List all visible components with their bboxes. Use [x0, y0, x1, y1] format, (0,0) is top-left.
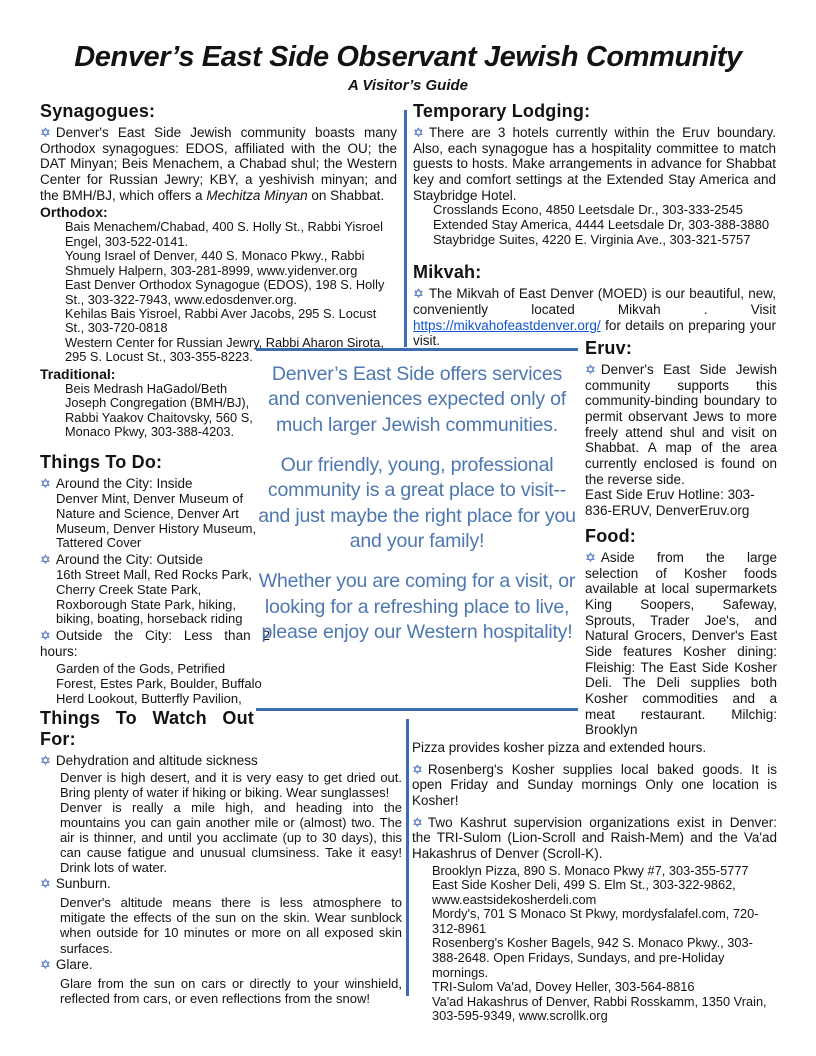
- bullet-label-text: Glare.: [55, 956, 93, 972]
- hotel-list: [413, 203, 776, 247]
- bullet-label-text: Sunburn.: [55, 876, 111, 892]
- page-title: Denver’s East Side Observant Jewish Community: [74, 41, 742, 73]
- section-lodging: [413, 101, 776, 349]
- list-item: Va'ad Hakashrus of Denver, Rabbi Rosskamm, 1350 Vrain, 303-595-9349, www.scrollk.org: [432, 993, 767, 1024]
- eruv-text-body: Denver's East Side Jewish community supports this community-binding boundary to permit observant Jews to more freely attend shul and visit on Shabbat. A map of the area currently enclosed is found on the reverse side.: [585, 362, 777, 487]
- list-item: Bais Menachem/Chabad, 400 S. Holly St., Rabbi Yisroel Engel, 303-522-0141.: [65, 219, 383, 249]
- mikvah-text-a: The Mikvah of East Denver (MOED) is our beautiful, new, conveniently located Mikvah . Visit: [413, 286, 776, 317]
- food-column-text: [585, 550, 777, 738]
- list-item: Western Center for Russian Jewry, Rabbi Aharon Sirota, 295 S. Locust St., 303-355-8223.: [65, 334, 384, 365]
- section-things-to-do: [40, 452, 270, 706]
- section-watch-out: [40, 708, 402, 1006]
- orthodox-list: [40, 220, 397, 365]
- food-continuation: Pizza provides kosher pizza and extended hours.: [412, 740, 707, 755]
- bullet-label-text: Around the City: Inside: [55, 476, 193, 491]
- list-item: Young Israel of Denver, 440 S. Monaco Pkwy., Rabbi Shmuely Halpern, 303-281-8999, www.yidenver.org: [65, 248, 365, 278]
- watch-out-heading: Things To Watch Out For:: [40, 708, 254, 749]
- list-item: East Denver Orthodox Synagogue (EDOS), 198 S. Holly St., 303-322-7943, www.edosdenver.org.: [65, 277, 385, 307]
- watch-bullet-detail: Denver is high desert, and it is very easy to get dried out. Bring plenty of water if hiking or biking. Wear sunglasses!: [60, 769, 402, 800]
- food-listing-list: [412, 864, 777, 1024]
- star-of-david-icon: ✡: [40, 876, 51, 892]
- list-item: Crosslands Econo, 4850 Leetsdale Dr., 303-333-2545: [433, 202, 744, 218]
- todo-bullet-detail: Denver Mint, Denver Museum of Nature and Science, Denver Art Museum, Denver History Museum, Tattered Cover: [56, 491, 257, 551]
- mikvah-link[interactable]: https://mikvahofeastdenver.org/: [413, 317, 601, 333]
- food-text-body: Aside from the large selection of Kosher foods available at local supermarkets King Soopers, Safeway, Sprouts, Trader Joe's, and Natural Grocers, Denver's East Side features Kosher dining: Fleishig: The East Side Kosher Deli. The Deli supplies both Kosher commodities and a meat restaurant. Milchig: Brooklyn: [585, 550, 777, 738]
- things-to-do-heading: Things To Do:: [40, 452, 163, 472]
- todo-bullet-label: [40, 476, 270, 492]
- star-of-david-icon: ✡: [40, 753, 51, 769]
- lodging-intro: [413, 125, 776, 203]
- bullet-label-text: Two Kashrut supervision organizations exist in Denver: the TRI-Sulom (Lion-Scroll and Raish-Mem) and the Va'ad Hakashrus of Denver (Scroll-K).: [412, 814, 777, 861]
- column-divider-bottom: [406, 719, 409, 996]
- watch-bullet-detail: Denver's altitude means there is less atmosphere to mitigate the effects of the sun on the skin. Wear sunblock when outside for 10 minutes or more on all exposed skin surfaces.: [60, 895, 402, 956]
- eruv-hotline: East Side Eruv Hotline: 303-836-ERUV, DenverEruv.org: [585, 487, 755, 518]
- list-item: Staybridge Suites, 4220 E. Virginia Ave., 303-321-5757: [433, 231, 751, 247]
- synagogues-intro-end: on Shabbat.: [307, 187, 385, 203]
- page-subtitle: A Visitor’s Guide: [347, 77, 469, 94]
- synagogues-intro: [40, 125, 397, 203]
- star-of-david-icon: ✡: [585, 362, 596, 377]
- orthodox-heading: Orthodox:: [40, 204, 108, 221]
- synagogues-intro-text: Denver's East Side Jewish community boasts many Orthodox synagogues: EDOS, affiliated with the OU; the DAT Minyan; Beis Menachem, a Chabad shul; the Western Center for Russian Jewry; KBY, a yeshivish minyan; and the BMH/BJ, which offers a: [40, 125, 397, 203]
- watch-bullet-label: [40, 876, 402, 892]
- list-item: TRI-Sulom Va'ad, Dovey Heller, 303-564-8816: [432, 979, 695, 995]
- star-of-david-icon: ✡: [413, 125, 424, 140]
- synagogues-heading: Synagogues:: [40, 101, 156, 121]
- synagogues-intro-italic: Mechitza Minyan: [206, 187, 308, 203]
- list-item: Mordy's, 701 S Monaco St Pkwy, mordysfalafel.com, 720-312-8961: [432, 906, 759, 936]
- watch-bullet-detail: Glare from the sun on cars or directly to your winshield, reflected from cars, or even reflections from the snow!: [60, 975, 402, 1006]
- todo-bullet-detail: 16th Street Mall, Red Rocks Park, Cherry Creek State Park, Roxborough State Park, hiking, biking, boating, horseback riding: [56, 567, 252, 627]
- bullet-label-text: Dehydration and altitude sickness: [55, 753, 258, 769]
- pull-quote-paragraph: Our friendly, young, professional community is a great place to visit--and just maybe the right place for you and your family!: [258, 454, 576, 553]
- mikvah-text-b: for details on preparing your visit.: [413, 317, 776, 349]
- list-item: Extended Stay America, 4444 Leetsdale Dr, 303-388-3880: [433, 216, 770, 232]
- lodging-intro-text: There are 3 hotels currently within the Eruv boundary. Also, each synagogue has a hospitality committee to match guests to hosts. Make arrangements in advance for Shabbat key and comfort settings at the Extended Stay America and Staybridge Hotel.: [413, 125, 776, 203]
- star-of-david-icon: ✡: [40, 476, 51, 491]
- pull-quote-paragraph: Whether you are coming for a visit, or looking for a refreshing place to live, please enjoy our Western hospitality!: [258, 570, 576, 644]
- watch-bullet-label: [40, 753, 402, 769]
- eruv-text: [585, 362, 777, 487]
- mikvah-heading: Mikvah:: [413, 262, 482, 283]
- section-eruv: [585, 338, 777, 519]
- section-food: [585, 526, 777, 738]
- star-of-david-icon: ✡: [40, 956, 51, 972]
- list-item: Brooklyn Pizza, 890 S. Monaco Pkwy #7, 303-355-5777: [432, 862, 749, 878]
- list-item: Rosenberg's Kosher Bagels, 942 S. Monaco Pkwy., 303-388-2648. Open Fridays, Sundays, and pre-Holiday mornings.: [432, 935, 753, 980]
- eruv-heading: Eruv:: [585, 338, 633, 358]
- bullet-label-text: Rosenberg's Kosher supplies local baked goods. It is open Friday and Sunday mornings Only one location is Kosher!: [412, 761, 777, 808]
- lodging-heading: Temporary Lodging:: [413, 101, 591, 121]
- food-bullet: [412, 762, 777, 809]
- star-of-david-icon: ✡: [413, 286, 424, 302]
- section-food-continued: [412, 740, 777, 1024]
- column-divider-top: [404, 110, 407, 347]
- bullet-label-text: Outside the City: Less than 2 hours:: [40, 627, 270, 660]
- star-of-david-icon: ✡: [412, 761, 423, 777]
- pull-quote-paragraph: Denver’s East Side offers services and conveniences expected only of much larger Jewish communities.: [267, 363, 567, 436]
- watch-bullet-detail: Denver is really a mile high, and heading into the mountains you can gain another mile or (almost) two. The air is thinner, and until you acclimate (up to 30 days), this can cause fatigue and unusual clumsiness. Take it easy! Drink lots of water.: [60, 799, 402, 876]
- list-item: East Side Kosher Deli, 499 S. Elm St., 303-322-9862, www.eastsidekosherdeli.com: [432, 877, 736, 907]
- list-item: Kehilas Bais Yisroel, Rabbi Aver Jacobs, 295 S. Locust St., 303-720-0818: [65, 306, 377, 336]
- todo-bullet-label: [40, 552, 270, 568]
- food-bullet: [412, 815, 777, 862]
- star-of-david-icon: ✡: [40, 627, 51, 643]
- pull-quote-box: [256, 348, 578, 711]
- todo-bullet-detail: Garden of the Gods, Petrified Forest, Estes Park, Boulder, Buffalo Herd Lookout, Butterfly Pavilion,: [56, 661, 262, 706]
- list-item: Beis Medrash HaGadol/Beth Joseph Congregation (BMH/BJ), Rabbi Yaakov Chaitovsky, 560 S, Monaco Pkwy, 303-388-4203.: [65, 380, 253, 440]
- star-of-david-icon: ✡: [40, 551, 51, 567]
- traditional-list: [40, 382, 261, 440]
- watch-bullet-label: [40, 957, 402, 973]
- star-of-david-icon: ✡: [585, 550, 596, 565]
- food-heading: Food:: [585, 526, 636, 546]
- star-of-david-icon: ✡: [40, 125, 51, 140]
- bullet-label-text: Around the City: Outside: [55, 551, 203, 567]
- star-of-david-icon: ✡: [412, 814, 423, 830]
- section-mikvah: [413, 262, 776, 349]
- todo-bullet-label: [40, 628, 270, 660]
- traditional-heading: Traditional:: [40, 365, 116, 382]
